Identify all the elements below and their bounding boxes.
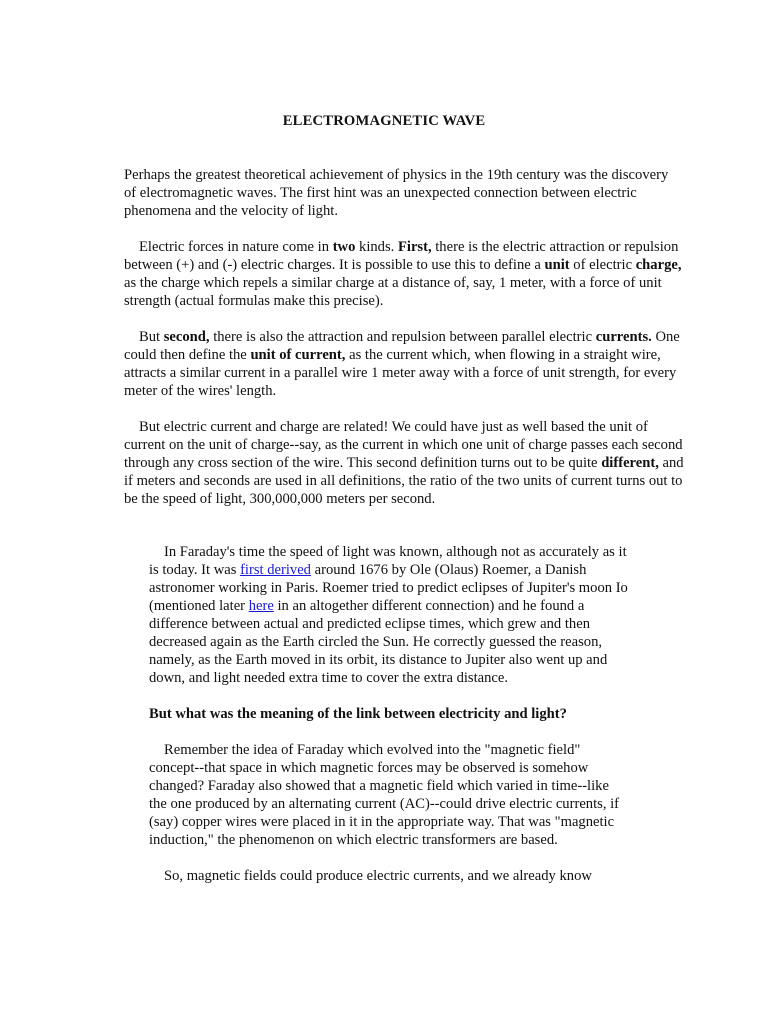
text: Electric forces in nature come in bbox=[139, 239, 333, 255]
text: But bbox=[139, 329, 164, 345]
text: One could then define the bbox=[124, 329, 680, 363]
paragraph-1: Perhaps the greatest theoretical achievement of physics in the 19th century was the discovery of electromagnetic waves. The first hint was an unexpected connection between electric phenomena and the velocity of light. bbox=[124, 167, 669, 219]
paragraph-5 bbox=[149, 543, 629, 687]
section-heading bbox=[149, 705, 629, 723]
here-link[interactable]: here bbox=[248, 598, 274, 614]
bold-text: currents. bbox=[595, 329, 652, 345]
bold-text: unit bbox=[544, 257, 570, 273]
text: kinds. bbox=[355, 239, 398, 255]
faraday-section bbox=[149, 543, 629, 903]
text: there is also the attraction and repulsion between parallel electric bbox=[209, 329, 596, 345]
text: In Faraday's time the speed of light was known, although not as accurately as it is today. It was bbox=[149, 544, 627, 578]
text: as the current which, when flowing in a straight wire, attracts a similar current in a parallel wire 1 meter away with a force of unit strength, for every meter of the wires' length. bbox=[124, 347, 677, 399]
paragraph-7: So, magnetic fields could produce electric currents, and we already know bbox=[164, 868, 592, 884]
text: and if meters and seconds are used in all definitions, the ratio of the two units of current turns out to be the speed of light, 300,000,000 meters per second. bbox=[124, 455, 684, 507]
paragraph-2 bbox=[124, 238, 684, 310]
text: there is the electric attraction or repulsion between (+) and (-) electric charges. It is possible to use this to define a bbox=[124, 239, 679, 273]
text: But electric current and charge are related! We could have just as well based the unit of current on the unit of charge--say, as the current in which one unit of charge passes each second through any cross section of the wire. This second definition turns out to be quite bbox=[124, 419, 683, 471]
page-title: ELECTROMAGNETIC WAVE bbox=[282, 113, 486, 129]
paragraph-6: Remember the idea of Faraday which evolved into the "magnetic field" concept--that space in which magnetic forces may be observed is somehow changed? Faraday also showed that a magnetic field which varied in time--like the one produced by an alternating current (AC)--could drive electric currents, if (say) copper wires were placed in it in the appropriate way. That was "magnetic induction," the phenomenon on which electric transformers are based. bbox=[149, 742, 620, 848]
bold-text: second, bbox=[163, 329, 210, 345]
bold-text: unit of current, bbox=[250, 347, 346, 363]
text: around 1676 by Ole (Olaus) Roemer, a Danish astronomer working in Paris. Roemer tried to predict eclipses of Jupiter's moon Io (mentioned later bbox=[149, 562, 628, 614]
section-heading-text: But what was the meaning of the link between electricity and light? bbox=[149, 706, 567, 722]
text: as the charge which repels a similar charge at a distance of, say, 1 meter, with a force of unit strength (actual formulas make this precise). bbox=[124, 275, 662, 309]
bold-text: two bbox=[332, 239, 356, 255]
paragraph-4 bbox=[124, 418, 684, 508]
intro-section bbox=[124, 166, 684, 526]
text: of electric bbox=[569, 257, 636, 273]
bold-text: First, bbox=[397, 239, 432, 255]
bold-text: different, bbox=[601, 455, 659, 471]
text: in an altogether different connection) and he found a difference between actual and predicted eclipse times, which grew and then decreased again as the Earth circled the Sun. He correctly guessed the reason, namely, as the Earth moved in its orbit, its distance to Jupiter also went up and down, and light needed extra time to cover the extra distance. bbox=[149, 598, 608, 686]
first-derived-link[interactable]: first derived bbox=[240, 562, 311, 578]
bold-text: charge, bbox=[635, 257, 682, 273]
paragraph-3 bbox=[124, 328, 684, 400]
